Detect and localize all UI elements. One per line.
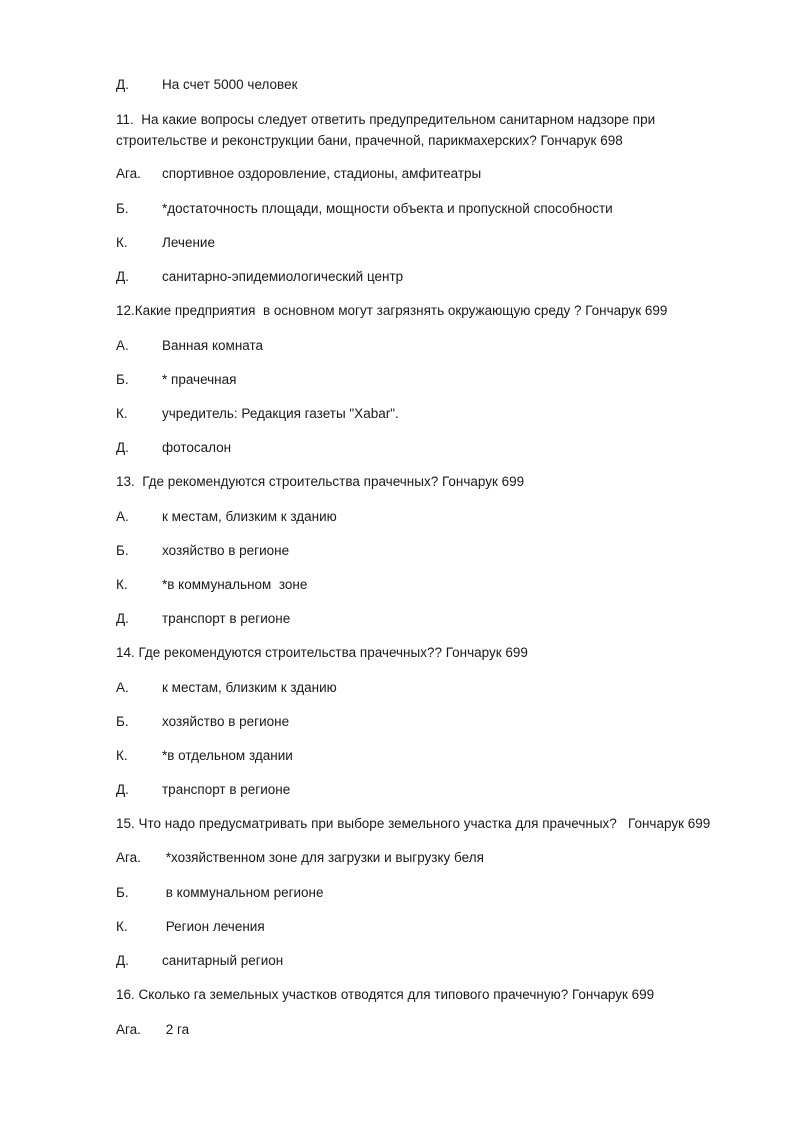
answer-letter: Б. bbox=[116, 885, 129, 900]
answer-letter: Д. bbox=[116, 782, 129, 797]
answer-text: *хозяйственном зоне для загрузки и выгрузку беля bbox=[162, 850, 484, 865]
answer-letter: Б. bbox=[116, 543, 129, 558]
question-line: 13. Где рекомендуются строительства прачечных? Гончарук 699 bbox=[116, 474, 525, 489]
answer-text: транспорт в регионе bbox=[162, 782, 291, 797]
answer-letter: Ага. bbox=[116, 166, 141, 181]
answer-text: На счет 5000 человек bbox=[162, 77, 298, 92]
answer-text: 2 га bbox=[162, 1022, 190, 1037]
answer-text: к местам, близким к зданию bbox=[162, 680, 337, 695]
answer-letter: Б. bbox=[116, 714, 129, 729]
answer-letter: Д. bbox=[116, 953, 129, 968]
answer-text: в коммунальном регионе bbox=[162, 885, 324, 900]
answer-text: *в отдельном здании bbox=[162, 748, 293, 763]
answer-letter: К. bbox=[116, 235, 128, 250]
answer-letter: К. bbox=[116, 577, 128, 592]
answer-text: к местам, близким к зданию bbox=[162, 509, 337, 524]
answer-text: *в коммунальном зоне bbox=[162, 577, 308, 592]
answer-text: санитарный регион bbox=[162, 953, 284, 968]
question-line: 11. На какие вопросы следует ответить предупредительном санитарном надзоре при bbox=[116, 112, 656, 127]
answer-text: хозяйство в регионе bbox=[162, 543, 290, 558]
answer-letter: К. bbox=[116, 406, 128, 421]
answer-text: * прачечная bbox=[162, 372, 237, 387]
answer-letter: А. bbox=[116, 338, 129, 353]
answer-letter: К. bbox=[116, 748, 128, 763]
answer-text: Регион лечения bbox=[162, 919, 265, 934]
answer-text: Лечение bbox=[162, 235, 215, 250]
answer-text: фотосалон bbox=[162, 440, 232, 455]
answer-letter: Б. bbox=[116, 201, 129, 216]
answer-text: учредитель: Редакция газеты "Xabar". bbox=[162, 406, 399, 421]
answer-text: хозяйство в регионе bbox=[162, 714, 290, 729]
answer-letter: К. bbox=[116, 919, 128, 934]
answer-letter: Д. bbox=[116, 440, 129, 455]
answer-letter: Б. bbox=[116, 372, 129, 387]
answer-letter: Д. bbox=[116, 77, 129, 92]
answer-text: спортивное оздоровление, стадионы, амфитеатры bbox=[162, 166, 482, 181]
answer-letter: А. bbox=[116, 680, 129, 695]
answer-text: транспорт в регионе bbox=[162, 611, 291, 626]
answer-letter: А. bbox=[116, 509, 129, 524]
answer-letter: Ага. bbox=[116, 1022, 141, 1037]
question-line: 12.Какие предприятия в основном могут загрязнять окружающую среду ? Гончарук 699 bbox=[116, 303, 668, 318]
answer-text: Ванная комната bbox=[162, 338, 264, 353]
answer-letter: Ага. bbox=[116, 850, 141, 865]
answer-letter: Д. bbox=[116, 611, 129, 626]
answer-text: *достаточность площади, мощности объекта и пропускной способности bbox=[162, 201, 613, 216]
question-line: 16. Сколько га земельных участков отводятся для типового прачечную? Гончарук 699 bbox=[116, 987, 655, 1002]
answer-text: санитарно-эпидемиологический центр bbox=[162, 269, 404, 284]
question-line: 15. Что надо предусматривать при выборе земельного участка для прачечных? Гончарук 699 bbox=[116, 816, 711, 831]
question-line: 14. Где рекомендуются строительства прачечных?? Гончарук 699 bbox=[116, 645, 528, 660]
answer-letter: Д. bbox=[116, 269, 129, 284]
question-line: строительстве и реконструкции бани, прачечной, парикмахерских? Гончарук 698 bbox=[116, 133, 623, 148]
